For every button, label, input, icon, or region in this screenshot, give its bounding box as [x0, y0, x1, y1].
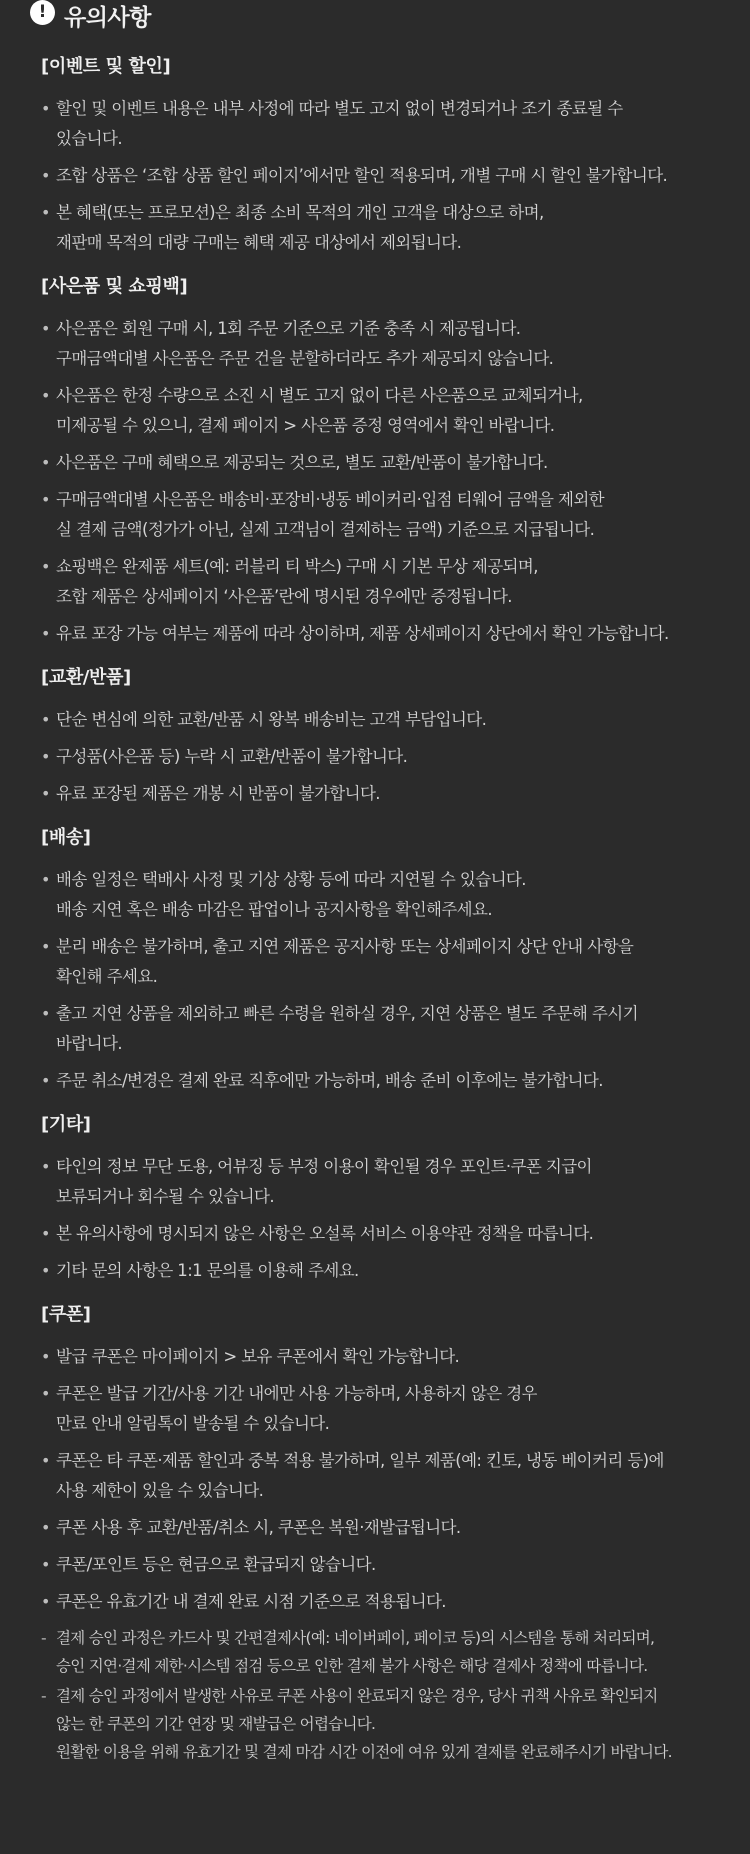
notice-item: [41, 932, 731, 992]
bullet-icon: •: [41, 747, 50, 766]
notice-item: [41, 94, 731, 154]
section-title: [교환/반품]: [41, 667, 131, 688]
notice-list: [41, 865, 731, 1096]
notice-item: [41, 1066, 731, 1096]
notice-list: [41, 1152, 731, 1286]
notice-list: [41, 314, 731, 649]
notice-item-text: 쿠폰 사용 후 교환/반품/취소 시, 쿠폰은 복원·재발급됩니다.: [56, 1518, 461, 1537]
notice-item: [41, 198, 731, 258]
notice-item-text: 조합 제품은 상세페이지 ‘사은품’란에 명시된 경우에만 증정됩니다.: [56, 587, 512, 606]
notice-item: [41, 485, 731, 545]
bullet-icon: •: [41, 490, 50, 509]
notice-item: [41, 742, 731, 772]
bullet-icon: •: [41, 1071, 50, 1090]
notice-item-text: 보류되거나 회수될 수 있습니다.: [56, 1187, 274, 1206]
notice-item-text: 주문 취소/변경은 결제 완료 직후에만 가능하며, 배송 준비 이후에는 불가합니다.: [56, 1071, 603, 1090]
notice-item: [41, 1513, 731, 1543]
notice-content: [41, 52, 731, 1766]
notice-item: [41, 381, 731, 441]
notice-item-text: 기타 문의 사항은 1:1 문의를 이용해 주세요.: [56, 1261, 359, 1280]
bullet-icon: •: [41, 203, 50, 222]
notice-item-text: 출고 지연 상품을 제외하고 빠른 수령을 원하실 경우, 지연 상품은 별도 주문해 주시기: [56, 1004, 638, 1023]
notice-item-text: 구매금액대별 사은품은 주문 건을 분할하더라도 추가 제공되지 않습니다.: [56, 349, 554, 368]
page-title: 유의사항: [64, 5, 151, 31]
notice-subitem-text: 결제 승인 과정은 카드사 및 간편결제사(예: 네이버페이, 페이코 등)의 시스템을 통해 처리되며,: [56, 1629, 655, 1647]
bullet-icon: •: [41, 1224, 50, 1243]
notice-item-text: 쿠폰은 발급 기간/사용 기간 내에만 사용 가능하며, 사용하지 않은 경우: [56, 1384, 537, 1403]
notice-item: [41, 1152, 731, 1212]
notice-item-text: 쿠폰/포인트 등은 현금으로 환급되지 않습니다.: [56, 1555, 376, 1574]
bullet-icon: •: [41, 386, 50, 405]
notice-item-text: 단순 변심에 의한 교환/반품 시 왕복 배송비는 고객 부담입니다.: [56, 710, 487, 729]
bullet-icon: •: [41, 99, 50, 118]
notice-item: [41, 1379, 731, 1439]
notice-section: [41, 823, 731, 1096]
notice-header: [0, 0, 750, 30]
notice-subitem-text: 결제 승인 과정에서 발생한 사유로 쿠폰 사용이 완료되지 않은 경우, 당사 귀책 사유로 확인되지: [56, 1687, 658, 1705]
bullet-icon: •: [41, 870, 50, 889]
notice-item-text: 쿠폰은 유효기간 내 결제 완료 시점 기준으로 적용됩니다.: [56, 1592, 446, 1611]
notice-item-text: 쇼핑백은 완제품 세트(예: 러블리 티 박스) 구매 시 기본 무상 제공되며,: [56, 557, 538, 576]
bullet-icon: •: [41, 1451, 50, 1470]
notice-item: [41, 1446, 731, 1506]
notice-item-text: 유료 포장 가능 여부는 제품에 따라 상이하며, 제품 상세페이지 상단에서 확인 가능합니다.: [56, 624, 669, 643]
notice-item-text: 본 혜택(또는 프로모션)은 최종 소비 목적의 개인 고객을 대상으로 하며,: [56, 203, 544, 222]
notice-item-text: 바랍니다.: [56, 1034, 123, 1053]
notice-subitem-text: 승인 지연·결제 제한·시스템 점검 등으로 인한 결제 불가 사항은 해당 결제사 정책에 따릅니다.: [56, 1657, 648, 1675]
notice-list: [41, 1342, 731, 1617]
notice-item: [41, 1256, 731, 1286]
bullet-icon: •: [41, 1347, 50, 1366]
dash-icon: -: [41, 1629, 46, 1647]
notice-section: [41, 663, 731, 809]
notice-item-text: 있습니다.: [56, 129, 123, 148]
notice-item: [41, 999, 731, 1059]
notice-item-text: 재판매 목적의 대량 구매는 혜택 제공 대상에서 제외됩니다.: [56, 233, 462, 252]
bullet-icon: •: [41, 453, 50, 472]
notice-sublist: [41, 1624, 731, 1766]
notice-item: [41, 865, 731, 925]
notice-item-text: 본 유의사항에 명시되지 않은 사항은 오설록 서비스 이용약관 정책을 따릅니다.: [56, 1224, 594, 1243]
bullet-icon: •: [41, 1518, 50, 1537]
notice-subitem: [41, 1682, 731, 1766]
bullet-icon: •: [41, 624, 50, 643]
bullet-icon: •: [41, 1384, 50, 1403]
notice-item: [41, 552, 731, 612]
dash-icon: -: [41, 1687, 46, 1705]
notice-item-text: 분리 배송은 불가하며, 출고 지연 제품은 공지사항 또는 상세페이지 상단 안내 사항을: [56, 937, 634, 956]
notice-item: [41, 448, 731, 478]
notice-item-text: 사은품은 구매 혜택으로 제공되는 것으로, 별도 교환/반품이 불가합니다.: [56, 453, 548, 472]
section-title: [사은품 및 쇼핑백]: [41, 276, 188, 297]
notice-list: [41, 705, 731, 809]
notice-item-text: 사용 제한이 있을 수 있습니다.: [56, 1481, 264, 1500]
notice-item: [41, 1550, 731, 1580]
section-title: [쿠폰]: [41, 1304, 91, 1325]
exclamation-icon: !: [30, 0, 55, 25]
bullet-icon: •: [41, 710, 50, 729]
section-title: [이벤트 및 할인]: [41, 56, 171, 77]
bullet-icon: •: [41, 937, 50, 956]
bullet-icon: •: [41, 166, 50, 185]
notice-item-text: 미제공될 수 있으니, 결제 페이지 > 사은품 증정 영역에서 확인 바랍니다.: [56, 416, 555, 435]
notice-item: [41, 779, 731, 809]
notice-item-text: 사은품은 한정 수량으로 소진 시 별도 고지 없이 다른 사은품으로 교체되거나,: [56, 386, 583, 405]
notice-item: [41, 314, 731, 374]
notice-item: [41, 619, 731, 649]
notice-subitem-text: 않는 한 쿠폰의 기간 연장 및 재발급은 어렵습니다.: [56, 1715, 376, 1733]
notice-item: [41, 705, 731, 735]
notice-item-text: 쿠폰은 타 쿠폰·제품 할인과 중복 적용 불가하며, 일부 제품(예: 킨토, 냉동 베이커리 등)에: [56, 1451, 664, 1470]
section-title: [기타]: [41, 1114, 91, 1135]
notice-item: [41, 1219, 731, 1249]
notice-item-text: 확인해 주세요.: [56, 967, 158, 986]
notice-list: [41, 94, 731, 258]
notice-section: [41, 1300, 731, 1766]
notice-item: [41, 1342, 731, 1372]
bullet-icon: •: [41, 1555, 50, 1574]
notice-item-text: 사은품은 회원 구매 시, 1회 주문 기준으로 기준 충족 시 제공됩니다.: [56, 319, 521, 338]
bullet-icon: •: [41, 1592, 50, 1611]
notice-subitem-text: 원활한 이용을 위해 유효기간 및 결제 마감 시간 이전에 여유 있게 결제를 완료해주시기 바랍니다.: [56, 1743, 672, 1761]
notice-section: [41, 272, 731, 649]
notice-item: [41, 161, 731, 191]
bullet-icon: •: [41, 1004, 50, 1023]
bullet-icon: •: [41, 319, 50, 338]
notice-subitem: [41, 1624, 731, 1680]
notice-section: [41, 1110, 731, 1286]
notice-item-text: 할인 및 이벤트 내용은 내부 사정에 따라 별도 고지 없이 변경되거나 조기 종료될 수: [56, 99, 623, 118]
bullet-icon: •: [41, 1157, 50, 1176]
bullet-icon: •: [41, 1261, 50, 1280]
notice-item-text: 배송 지연 혹은 배송 마감은 팝업이나 공지사항을 확인해주세요.: [56, 900, 492, 919]
notice-item-text: 구매금액대별 사은품은 배송비·포장비·냉동 베이커리·입점 티웨어 금액을 제외한: [56, 490, 604, 509]
notice-section: [41, 52, 731, 258]
notice-item-text: 만료 안내 알림톡이 발송될 수 있습니다.: [56, 1414, 330, 1433]
section-title: [배송]: [41, 827, 91, 848]
notice-item-text: 타인의 정보 무단 도용, 어뷰징 등 부정 이용이 확인될 경우 포인트·쿠폰 지급이: [56, 1157, 592, 1176]
notice-item-text: 배송 일정은 택배사 사정 및 기상 상황 등에 따라 지연될 수 있습니다.: [56, 870, 526, 889]
notice-item-text: 구성품(사은품 등) 누락 시 교환/반품이 불가합니다.: [56, 747, 408, 766]
bullet-icon: •: [41, 557, 50, 576]
notice-item-text: 발급 쿠폰은 마이페이지 > 보유 쿠폰에서 확인 가능합니다.: [56, 1347, 460, 1366]
notice-item-text: 실 결제 금액(정가가 아닌, 실제 고객님이 결제하는 금액) 기준으로 지급됩니다.: [56, 520, 595, 539]
notice-item-text: 유료 포장된 제품은 개봉 시 반품이 불가합니다.: [56, 784, 380, 803]
notice-item: [41, 1587, 731, 1617]
notice-item-text: 조합 상품은 ‘조합 상품 할인 페이지’에서만 할인 적용되며, 개별 구매 시 할인 불가합니다.: [56, 166, 668, 185]
bullet-icon: •: [41, 784, 50, 803]
